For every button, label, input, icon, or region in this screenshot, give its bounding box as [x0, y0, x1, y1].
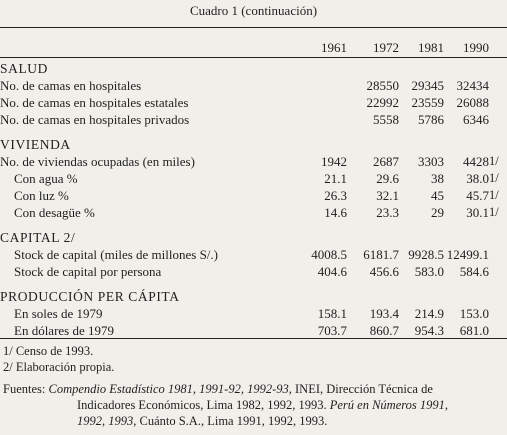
- table-row: [0, 263, 507, 280]
- value-1961: 21.1: [324, 171, 347, 186]
- header-rule: [0, 57, 507, 58]
- section-row-produccion-per-capita: [0, 288, 507, 305]
- row-label: Con agua %: [14, 171, 78, 186]
- table-row: [0, 94, 507, 111]
- row-label: Con luz %: [14, 188, 69, 203]
- section-title: PRODUCCIÓN PER CÁPITA: [0, 289, 180, 304]
- section-row-salud: [0, 60, 507, 77]
- value-1981: 214.9: [414, 306, 444, 321]
- footnote-2: 2/ Elaboración propia.: [3, 360, 115, 374]
- table-caption: Cuadro 1 (continuación): [189, 3, 318, 18]
- row-note: 1/: [489, 188, 499, 202]
- footnotes: [3, 343, 114, 375]
- value-1981: 9928.5: [408, 247, 444, 262]
- sources-title-3: 1992, 1993: [77, 414, 134, 428]
- sources-text-1: , INEI, Dirección Técnica de: [288, 382, 433, 396]
- value-1981: 5786: [418, 112, 444, 127]
- row-note: [489, 94, 507, 111]
- row-note: [489, 305, 507, 322]
- row-note: [489, 322, 507, 339]
- sources-title-1: Compendio Estadístico 1981, 1991-92, 1992-93: [48, 382, 289, 396]
- bottom-rule: [0, 338, 507, 339]
- value-1981: 954.3: [414, 323, 444, 338]
- row-label: No. de camas en hospitales: [0, 78, 142, 93]
- section-title: SALUD: [0, 61, 49, 76]
- section-spacer: [0, 221, 507, 229]
- value-1961: 404.6: [317, 264, 347, 279]
- value-1990: 4428: [463, 154, 489, 169]
- value-1972: 22992: [366, 95, 399, 110]
- row-note: 1/: [489, 171, 499, 185]
- value-1961: [270, 77, 347, 94]
- table-row: [0, 77, 507, 94]
- sources-text-3: , Cuánto S.A., Lima 1991, 1992, 1993.: [133, 414, 328, 428]
- value-1961: 703.7: [317, 323, 347, 338]
- row-label: En soles de 1979: [14, 306, 103, 321]
- year-header-1981: 1981: [418, 40, 444, 55]
- row-label: Con desagüe %: [14, 205, 95, 220]
- value-1990: 153.0: [459, 306, 489, 321]
- value-1981: 23559: [411, 95, 444, 110]
- top-rule: [0, 27, 507, 28]
- value-1972: 2687: [373, 154, 399, 169]
- table-row: [0, 187, 507, 204]
- value-1990: 26088: [456, 95, 489, 110]
- value-1981: 45: [431, 188, 444, 203]
- section-spacer: [0, 128, 507, 136]
- year-header-1961: 1961: [321, 40, 347, 55]
- row-note: [489, 246, 507, 263]
- row-note: 1/: [489, 154, 499, 168]
- value-1990: 32434: [456, 78, 489, 93]
- row-label: No. de viviendas ocupadas (en miles): [0, 154, 195, 169]
- row-note: [489, 111, 507, 128]
- sources-line-1: [3, 381, 503, 397]
- value-1981: 3303: [418, 154, 444, 169]
- section-title: VIVIENDA: [0, 137, 71, 152]
- value-1981: 38: [431, 171, 444, 186]
- value-1990: 12499.1: [446, 247, 489, 262]
- sources-prefix: Fuentes:: [3, 382, 49, 396]
- table-row: [0, 322, 507, 339]
- row-label: En dólares de 1979: [14, 323, 115, 338]
- table-row: [0, 305, 507, 322]
- footnote-1: 1/ Censo de 1993.: [3, 344, 94, 358]
- value-1990: 30.1: [466, 205, 489, 220]
- value-1961: [270, 94, 347, 111]
- sources-line-2: [3, 397, 503, 413]
- sources-title-2: Perú en Números 1991,: [329, 398, 449, 412]
- row-label: No. de camas en hospitales privados: [0, 112, 190, 127]
- value-1981: 29: [431, 205, 444, 220]
- value-1961: 158.1: [317, 306, 347, 321]
- row-note: 1/: [489, 205, 499, 219]
- year-header-1990: 1990: [463, 40, 489, 55]
- value-1972: 456.6: [369, 264, 399, 279]
- table-row: [0, 111, 507, 128]
- value-1990: 584.6: [459, 264, 489, 279]
- value-1990: 6346: [463, 112, 489, 127]
- table-row: [0, 170, 507, 187]
- section-row-vivienda: [0, 136, 507, 153]
- value-1990: 38.0: [466, 171, 489, 186]
- section-row-capital-2: [0, 229, 507, 246]
- value-1972: 5558: [373, 112, 399, 127]
- row-label: Stock de capital por persona: [14, 264, 162, 279]
- year-header-1972: 1972: [373, 40, 399, 55]
- table-row: [0, 153, 507, 170]
- value-1961: 26.3: [324, 188, 347, 203]
- statistics-table: [0, 60, 507, 339]
- value-1961: 4008.5: [311, 247, 347, 262]
- row-note: [489, 77, 507, 94]
- sources-text-2: Indicadores Económicos, Lima 1982, 1992, 1993.: [77, 398, 330, 412]
- row-label: Stock de capital (miles de millones S/.): [14, 247, 218, 262]
- sources-line-3: [3, 413, 503, 429]
- value-1972: 28550: [366, 78, 399, 93]
- row-note: [489, 263, 507, 280]
- value-1972: 6181.7: [363, 247, 399, 262]
- value-1961: [270, 111, 347, 128]
- value-1972: 29.6: [376, 171, 399, 186]
- sources-note: [3, 381, 503, 429]
- value-1972: 23.3: [376, 205, 399, 220]
- section-spacer: [0, 280, 507, 288]
- value-1972: 860.7: [369, 323, 399, 338]
- table-row: [0, 204, 507, 221]
- value-1972: 193.4: [369, 306, 399, 321]
- table-row: [0, 246, 507, 263]
- value-1990: 45.7: [466, 188, 489, 203]
- value-1972: 32.1: [376, 188, 399, 203]
- value-1961: 14.6: [324, 205, 347, 220]
- section-title: CAPITAL 2/: [0, 230, 76, 245]
- value-1981: 29345: [411, 78, 444, 93]
- row-label: No. de camas en hospitales estatales: [0, 95, 189, 110]
- value-1961: 1942: [321, 154, 347, 169]
- value-1981: 583.0: [414, 264, 444, 279]
- value-1990: 681.0: [459, 323, 489, 338]
